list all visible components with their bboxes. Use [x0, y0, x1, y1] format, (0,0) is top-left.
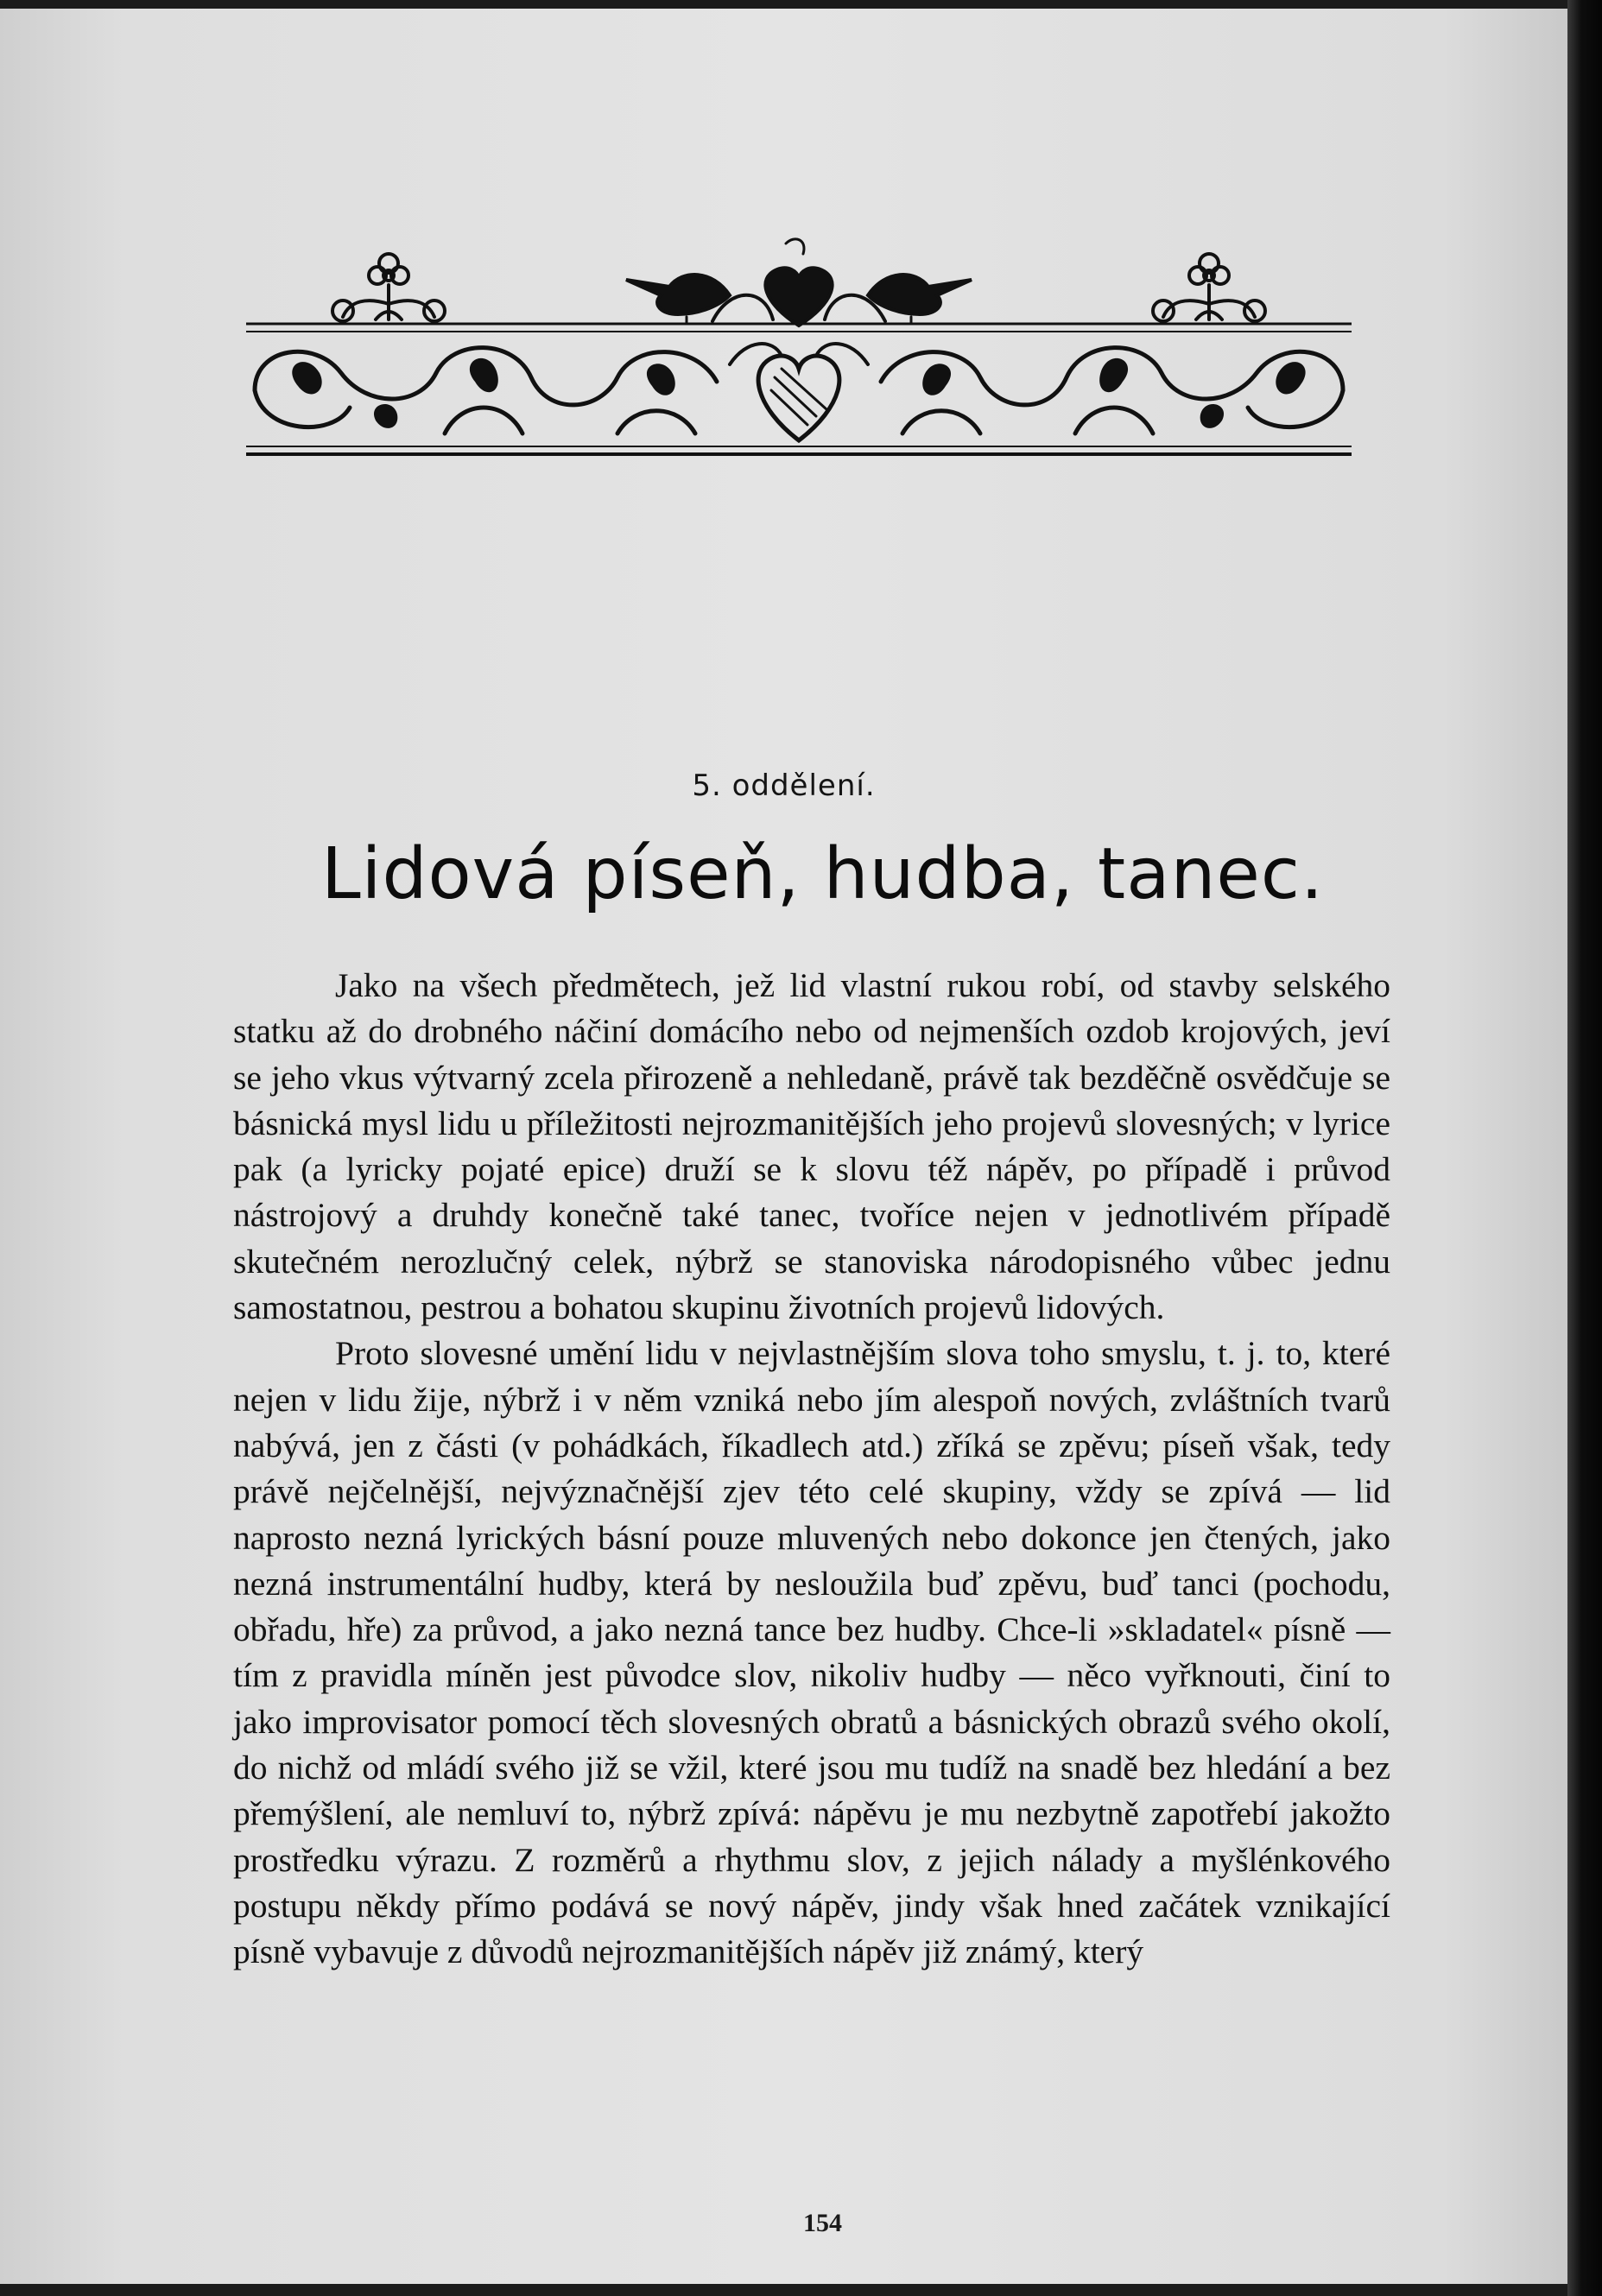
chapter-title: Lidová píseň, hudba, tanec. [320, 833, 1325, 915]
scroll-band-icon [255, 348, 1343, 433]
page-number: 154 [803, 2209, 842, 2237]
left-flower-icon [332, 254, 445, 321]
body-text [233, 963, 1390, 1976]
folk-ornament-header [246, 235, 1352, 468]
paragraph-2: Proto slovesné umění lidu v nejvlastnějším slova toho smyslu, t. j. to, které nejen v lidu žije, nýbrž i v něm vzniká nebo jím alespoň nových, zvláštních tvarů nabývá, jen z části (v pohádkách, říkadlech atd.) zříká se zpěvu; píseň však, tedy právě nejčelnější, nejvýznačnější zjev této celé skupiny, vždy se zpívá — lid naprosto nezná lyrických básní pouze mluvených nebo dokonce jen čtených, jako nezná instrumentální hudby, která by nesloužila buď zpěvu, buď tanci (pochodu, obřadu, hře) za průvod, a jako nezná tance bez hudby. Chce-li »skladatel« písně — tím z pravidla míněn jest původce slov, nikoliv hudby — něco vyřknouti, činí to jako improvisator pomocí těch slovesných obratů a básnických obrazů svého okolí, do nichž od mládí svého již se vžil, které jsou mu tudíž na snadě bez hledání a bez přemýšlení, ale nemluví to, nýbrž zpívá: nápěvu je mu nezbytně zapotřebí jakožto prostředku výrazu. Z rozměrů a rhythmu slov, z jejich nálady a myšlénkového postupu někdy přímo podává se nový nápěv, jindy však hned začátek vznikající písně vybavuje z důvodů nejrozmanitějších nápěv již známý, který [233, 1334, 1390, 1971]
birds-heart-icon [626, 239, 972, 326]
right-flower-icon [1153, 254, 1265, 321]
paragraph-1: Jako na všech předmětech, jež lid vlastní rukou robí, od stavby selského statku až do drobného náčiní domácího nebo od nejmenších ozdob krojových, jeví se jeho vkus výtvarný zcela přirozeně a nehledaně, právě tak bezděčně osvědčuje se básnická mysl lidu u příležitosti nejrozmanitějších jeho projevů slovesných; v lyrice pak (a lyricky pojaté epice) druží se k slovu též nápěv, po případě i průvod nástrojový a druhdy konečně také tanec, tvoříce nejen v jednotlivém případě skutečném nerozlučný celek, nýbrž se stanoviska národopisného vůbec jednu samostatnou, pestrou a bohatou skupinu životních projevů lidových. [233, 966, 1390, 1327]
section-label: 5. oddělení. [692, 768, 876, 803]
scan-right-edge [1567, 0, 1602, 2296]
book-page [0, 9, 1567, 2284]
